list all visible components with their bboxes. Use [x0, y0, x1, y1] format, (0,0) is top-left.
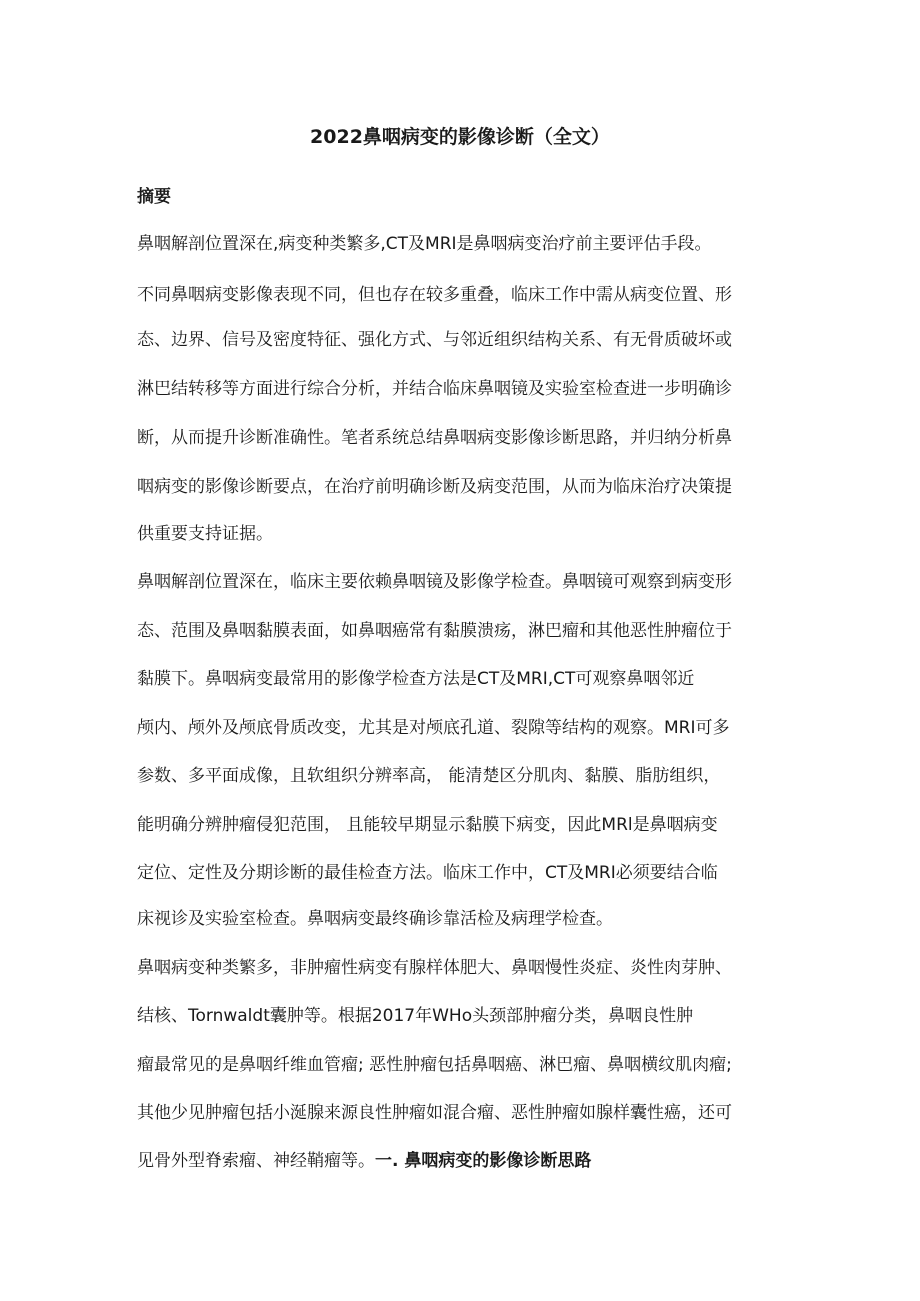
body-line: 鼻咽解剖位置深在，临床主要依赖鼻咽镜及影像学检查。鼻咽镜可观察到病变形 — [137, 572, 732, 592]
abstract-heading: 摘要 — [137, 187, 171, 207]
body-line: 定位、定性及分期诊断的最佳检查方法。临床工作中，CT及MRI必须要结合临 — [137, 863, 718, 883]
body-line: 态、边界、信号及密度特征、强化方式、与邻近组织结构关系、有无骨质破坏或 — [137, 330, 732, 350]
body-line-text: 见骨外型脊索瘤、神经鞘瘤等。 — [137, 1151, 375, 1171]
body-line: 不同鼻咽病变影像表现不同，但也存在较多重叠，临床工作中需从病变位置、形 — [137, 285, 732, 305]
body-line: 参数、多平面成像，且软组织分辨率高， 能清楚区分肌肉、黏膜、脂肪组织， — [137, 766, 721, 786]
body-line: 床视诊及实验室检查。鼻咽病变最终确诊靠活检及病理学检查。 — [137, 909, 613, 929]
body-line: 颅内、颅外及颅底骨质改变，尤其是对颅底孔道、裂隙等结构的观察。MRI可多 — [137, 718, 730, 738]
body-line-with-section-heading — [137, 1148, 591, 1174]
body-line: 供重要支持证据。 — [137, 524, 273, 544]
body-line: 能明确分辨肿瘤侵犯范围， 且能较早期显示黏膜下病变，因此MRl是鼻咽病变 — [137, 815, 718, 835]
body-line: 其他少见肿瘤包括小涎腺来源良性肿瘤如混合瘤、恶性肿瘤如腺样囊性癌，还可 — [137, 1103, 732, 1123]
body-line: 鼻咽病变种类繁多，非肿瘤性病变有腺样体肥大、鼻咽慢性炎症、炎性肉芽肿、 — [137, 958, 732, 978]
body-line: 断，从而提升诊断准确性。笔者系统总结鼻咽病变影像诊断思路，并归纳分析鼻 — [137, 428, 732, 448]
body-line: 咽病变的影像诊断要点，在治疗前明确诊断及病变范围，从而为临床治疗决策提 — [137, 477, 732, 497]
body-line: 瘤最常见的是鼻咽纤维血管瘤; 恶性肿瘤包括鼻咽癌、淋巴瘤、鼻咽横纹肌肉瘤; — [137, 1055, 732, 1075]
body-line: 淋巴结转移等方面进行综合分析，并结合临床鼻咽镜及实验室检查进一步明确诊 — [137, 379, 732, 399]
section-heading: 一. 鼻咽病变的影像诊断思路 — [375, 1151, 592, 1171]
body-line: 态、范围及鼻咽黏膜表面，如鼻咽癌常有黏膜溃疡，淋巴瘤和其他恶性肿瘤位于 — [137, 621, 732, 641]
body-line: 鼻咽解剖位置深在,病变种类繁多,CT及MRI是鼻咽病变治疗前主要评估手段。 — [137, 234, 712, 254]
body-line: 结核、Tornwaldt囊肿等。根据2017年WHo头颈部肿瘤分类，鼻咽良性肿 — [137, 1006, 694, 1026]
body-line: 黏膜下。鼻咽病变最常用的影像学检查方法是CT及MRI,CT可观察鼻咽邻近 — [137, 669, 695, 689]
document-title: 2022鼻咽病变的影像诊断（全文） — [310, 126, 610, 148]
